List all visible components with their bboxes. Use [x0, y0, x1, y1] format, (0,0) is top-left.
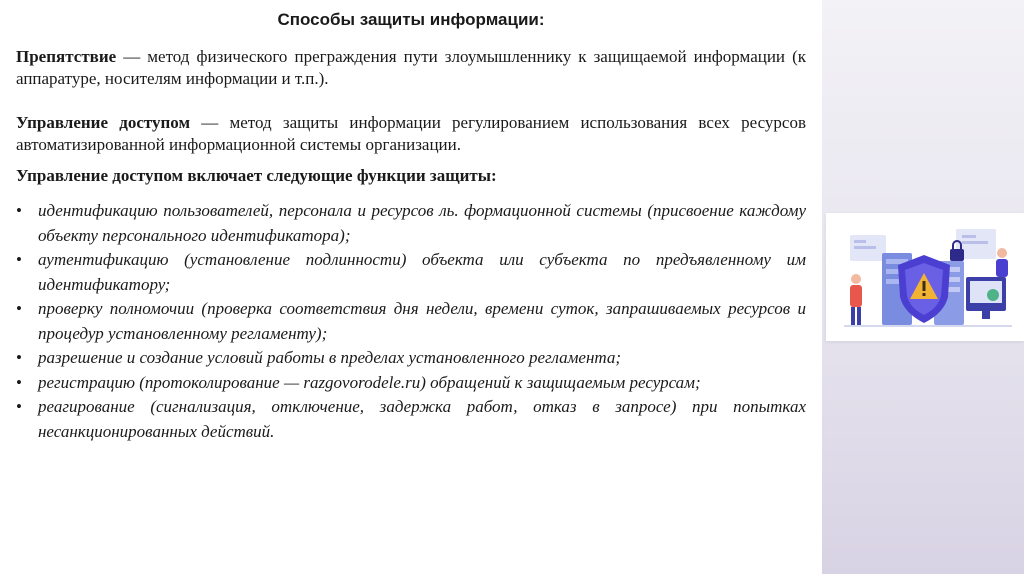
list-item	[16, 199, 806, 248]
list-item-text: реагирование (сигнализация, отключение, задержка работ, отказ в запросе) при попытках несанкционированных действий.	[38, 397, 806, 441]
list-item-text: идентификацию пользователей, персонала и ресурсов ль. формационной системы (присвоение каждому объекту персонального идентификатора);	[38, 201, 806, 245]
list-item	[16, 395, 806, 444]
obstacle-text: — метод физического преграждения пути злоумышленнику к защищаемой информации (к аппаратуре, носителям информации и т.п.).	[16, 47, 806, 88]
access-text: — метод защиты информации регулированием использования всех ресурсов автоматизированной информационной системы организации.	[16, 113, 806, 154]
functions-list	[16, 199, 806, 444]
list-item-text: регистрацию (протоколирование — razgovorodele.ru) обращений к защищаемым ресурсам;	[38, 372, 701, 392]
main-content	[16, 0, 806, 441]
page-title: Способы защиты информации:	[277, 10, 545, 29]
obstacle-term: Препятствие	[16, 47, 117, 66]
security-illustration	[826, 213, 1024, 341]
functions-heading: Управление доступом включает следующие функции защиты:	[16, 166, 497, 185]
bullet-icon: •	[16, 201, 22, 220]
list-item-text: проверку полномочии (проверка соответствия дня недели, времени суток, запрашиваемых ресурсов и процедур установленному регламенту);	[38, 299, 806, 343]
list-item	[16, 346, 806, 371]
bullet-icon: •	[16, 372, 22, 392]
bullet-icon: •	[16, 397, 22, 416]
bullet-icon: •	[16, 348, 22, 367]
list-item-text: разрешение и создание условий работы в пределах установленного регламента;	[38, 348, 622, 367]
security-shield-icon	[826, 213, 1024, 341]
list-item	[16, 371, 806, 396]
obstacle-paragraph	[16, 46, 806, 90]
list-item	[16, 297, 806, 346]
bullet-icon: •	[16, 250, 22, 269]
bullet-icon: •	[16, 299, 22, 318]
access-term: Управление доступом	[16, 113, 191, 132]
list-item-text: аутентификацию (установление подлинности) объекта или субъекта по предъявленному им идентификатору;	[38, 250, 806, 294]
list-item	[16, 248, 806, 297]
access-paragraph	[16, 112, 806, 156]
